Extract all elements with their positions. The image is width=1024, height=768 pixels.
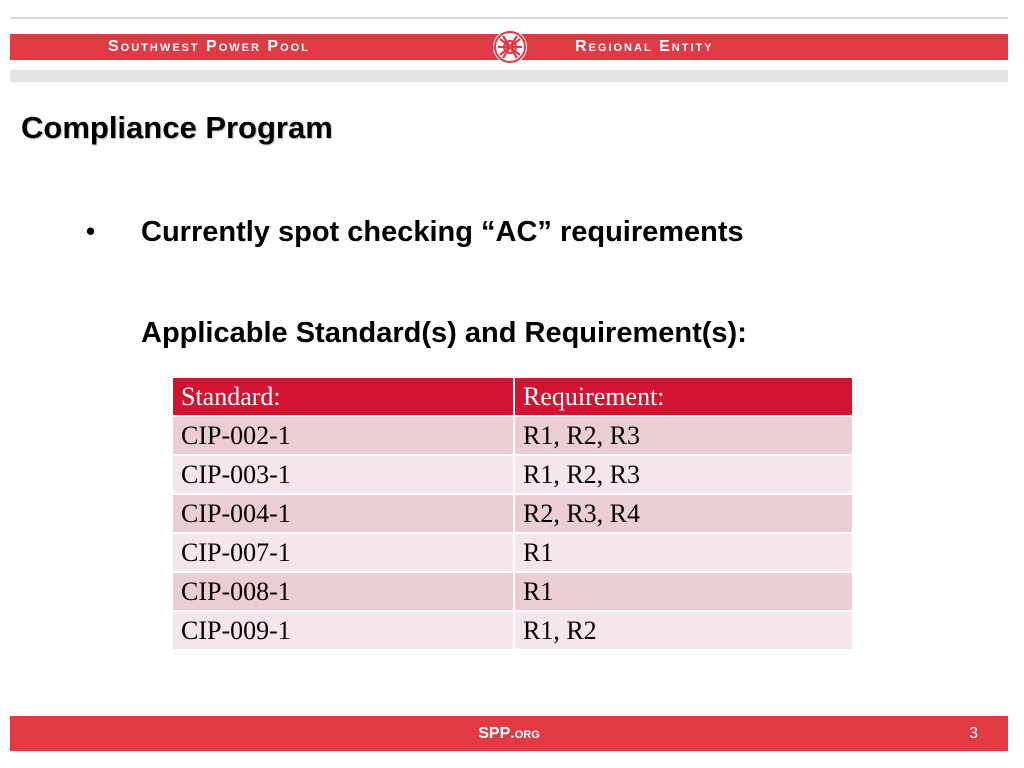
requirement-cell: R1, R2, R3 — [514, 416, 853, 455]
table-row — [172, 455, 853, 494]
header-org-name: Southwest Power Pool — [108, 38, 310, 55]
table-header-row — [172, 377, 853, 416]
table-caption: Applicable Standard(s) and Requirement(s): — [141, 317, 747, 349]
table-row — [172, 416, 853, 455]
footer-site-main: SPP — [478, 725, 511, 742]
page-number: 3 — [969, 725, 978, 742]
standard-cell: CIP-002-1 — [172, 416, 514, 455]
bullet-marker: • — [86, 216, 96, 246]
requirement-cell: R1 — [514, 533, 853, 572]
table-row — [172, 494, 853, 533]
standard-cell: CIP-008-1 — [172, 572, 514, 611]
table-row — [172, 572, 853, 611]
standard-cell: CIP-007-1 — [172, 533, 514, 572]
footer-banner — [10, 716, 1008, 751]
header-requirement: Requirement: — [514, 377, 853, 416]
standards-table — [171, 376, 854, 651]
footer-site-suffix: .org — [510, 725, 540, 742]
footer-site — [10, 716, 1008, 751]
header-standard: Standard: — [172, 377, 514, 416]
standard-cell: CIP-009-1 — [172, 611, 514, 650]
bullet-text: Currently spot checking “AC” requirements — [141, 216, 744, 248]
requirement-cell: R1 — [514, 572, 853, 611]
header-entity-name: Regional Entity — [575, 38, 714, 55]
header-underline — [10, 70, 1008, 82]
requirement-cell: R2, R3, R4 — [514, 494, 853, 533]
table-row — [172, 533, 853, 572]
requirement-cell: R1, R2 — [514, 611, 853, 650]
standard-cell: CIP-003-1 — [172, 455, 514, 494]
standard-cell: CIP-004-1 — [172, 494, 514, 533]
requirement-cell: R1, R2, R3 — [514, 455, 853, 494]
top-divider — [10, 17, 1008, 19]
slide-title: Compliance Program — [21, 110, 333, 145]
spp-globe-logo-icon — [493, 30, 527, 64]
table-row — [172, 611, 853, 650]
